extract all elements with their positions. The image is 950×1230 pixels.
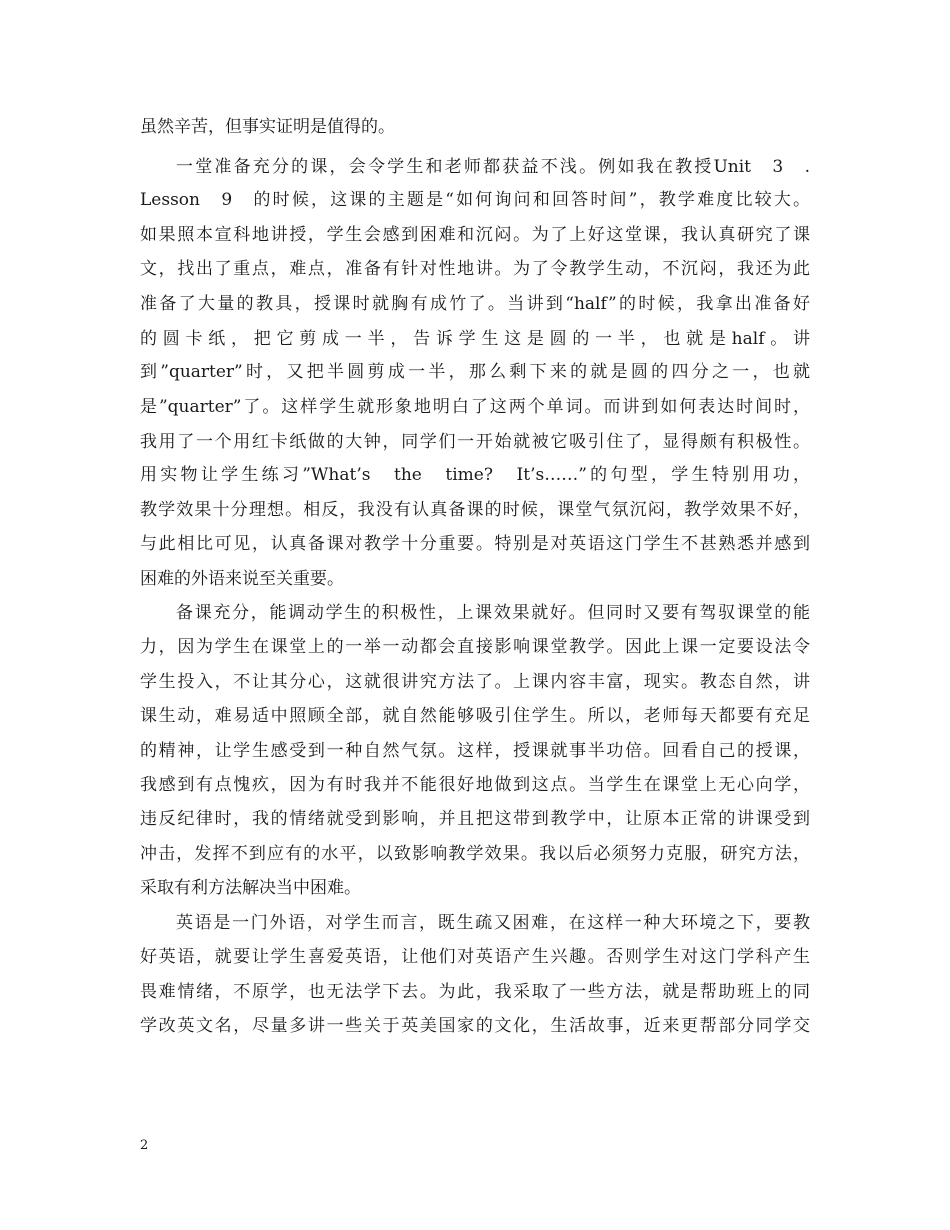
text-line: 用实物让学生练习”What’s the time? It’s……”的句型，学生特别用功， — [140, 465, 810, 485]
text-line: 准备了大量的教具，授课时就胸有成竹了。当讲到“half”的时候，我拿出准备好 — [140, 294, 810, 314]
text-line: 文，找出了重点，难点，准备有针对性地讲。为了令教学生动，不沉闷，我还为此 — [140, 259, 810, 279]
text-line: 我用了一个用红卡纸做的大钟，同学们一开始就被它吸引住了，显得颇有积极性。 — [140, 432, 810, 452]
text-line: 课生动，难易适中照顾全部，就自然能够吸引住学生。所以，老师每天都要有充足 — [140, 706, 810, 726]
text-line: 我感到有点愧疚，因为有时我并不能很好地做到这点。当学生在课堂上无心向学， — [140, 775, 810, 795]
text-line: 困难的外语来说至关重要。 — [140, 569, 344, 589]
text-line: 一堂准备充分的课，会令学生和老师都获益不浅。例如我在教授Unit 3 . — [176, 157, 810, 177]
text-line: 冲击，发挥不到应有的水平，以致影响教学效果。我以后必须努力克服，研究方法， — [140, 844, 810, 864]
text-line: 力，因为学生在课堂上的一举一动都会直接影响课堂教学。因此上课一定要设法令 — [140, 637, 810, 657]
text-line: 英语是一门外语，对学生而言，既生疏又困难，在这样一种大环境之下，要教 — [176, 913, 810, 933]
text-line: Lesson 9 的时候，这课的主题是“如何询问和回答时间”，教学难度比较大。 — [140, 190, 810, 210]
text-line: 虽然辛苦，但事实证明是值得的。 — [140, 117, 395, 137]
text-line: 好英语，就要让学生喜爱英语，让他们对英语产生兴趣。否则学生对这门学科产生 — [140, 947, 810, 967]
text-line: 的圆卡纸，把它剪成一半，告诉学生这是圆的一半，也就是half。讲 — [140, 329, 810, 349]
text-line: 违反纪律时，我的情绪就受到影响，并且把这带到教学中，让原本正常的讲课受到 — [140, 809, 810, 829]
text-line: 与此相比可见，认真备课对教学十分重要。特别是对英语这门学生不甚熟悉并感到 — [140, 534, 810, 554]
text-line: 学生投入，不让其分心，这就很讲究方法了。上课内容丰富，现实。教态自然，讲 — [140, 672, 810, 692]
text-line: 到”quarter”时，又把半圆剪成一半，那么剩下来的就是圆的四分之一，也就 — [140, 362, 810, 382]
text-line: 采取有利方法解决当中困难。 — [140, 878, 361, 898]
text-line: 的精神，让学生感受到一种自然气氛。这样，授课就事半功倍。回看自己的授课， — [140, 741, 810, 761]
text-line: 学改英文名，尽量多讲一些关于英美国家的文化，生活故事，近来更帮部分同学交 — [140, 1016, 810, 1036]
text-line: 备课充分，能调动学生的积极性，上课效果就好。但同时又要有驾驭课堂的能 — [176, 603, 810, 623]
text-line: 教学效果十分理想。相反，我没有认真备课的时候，课堂气氛沉闷，教学效果不好， — [140, 500, 810, 520]
text-line: 如果照本宣科地讲授，学生会感到困难和沉闷。为了上好这堂课，我认真研究了课 — [140, 225, 810, 245]
text-line: 畏难情绪，不原学，也无法学下去。为此，我采取了一些方法，就是帮助班上的同 — [140, 982, 810, 1002]
text-line: 是”quarter”了。这样学生就形象地明白了这两个单词。而讲到如何表达时间时， — [140, 397, 810, 417]
page-number: 2 — [140, 1138, 149, 1153]
